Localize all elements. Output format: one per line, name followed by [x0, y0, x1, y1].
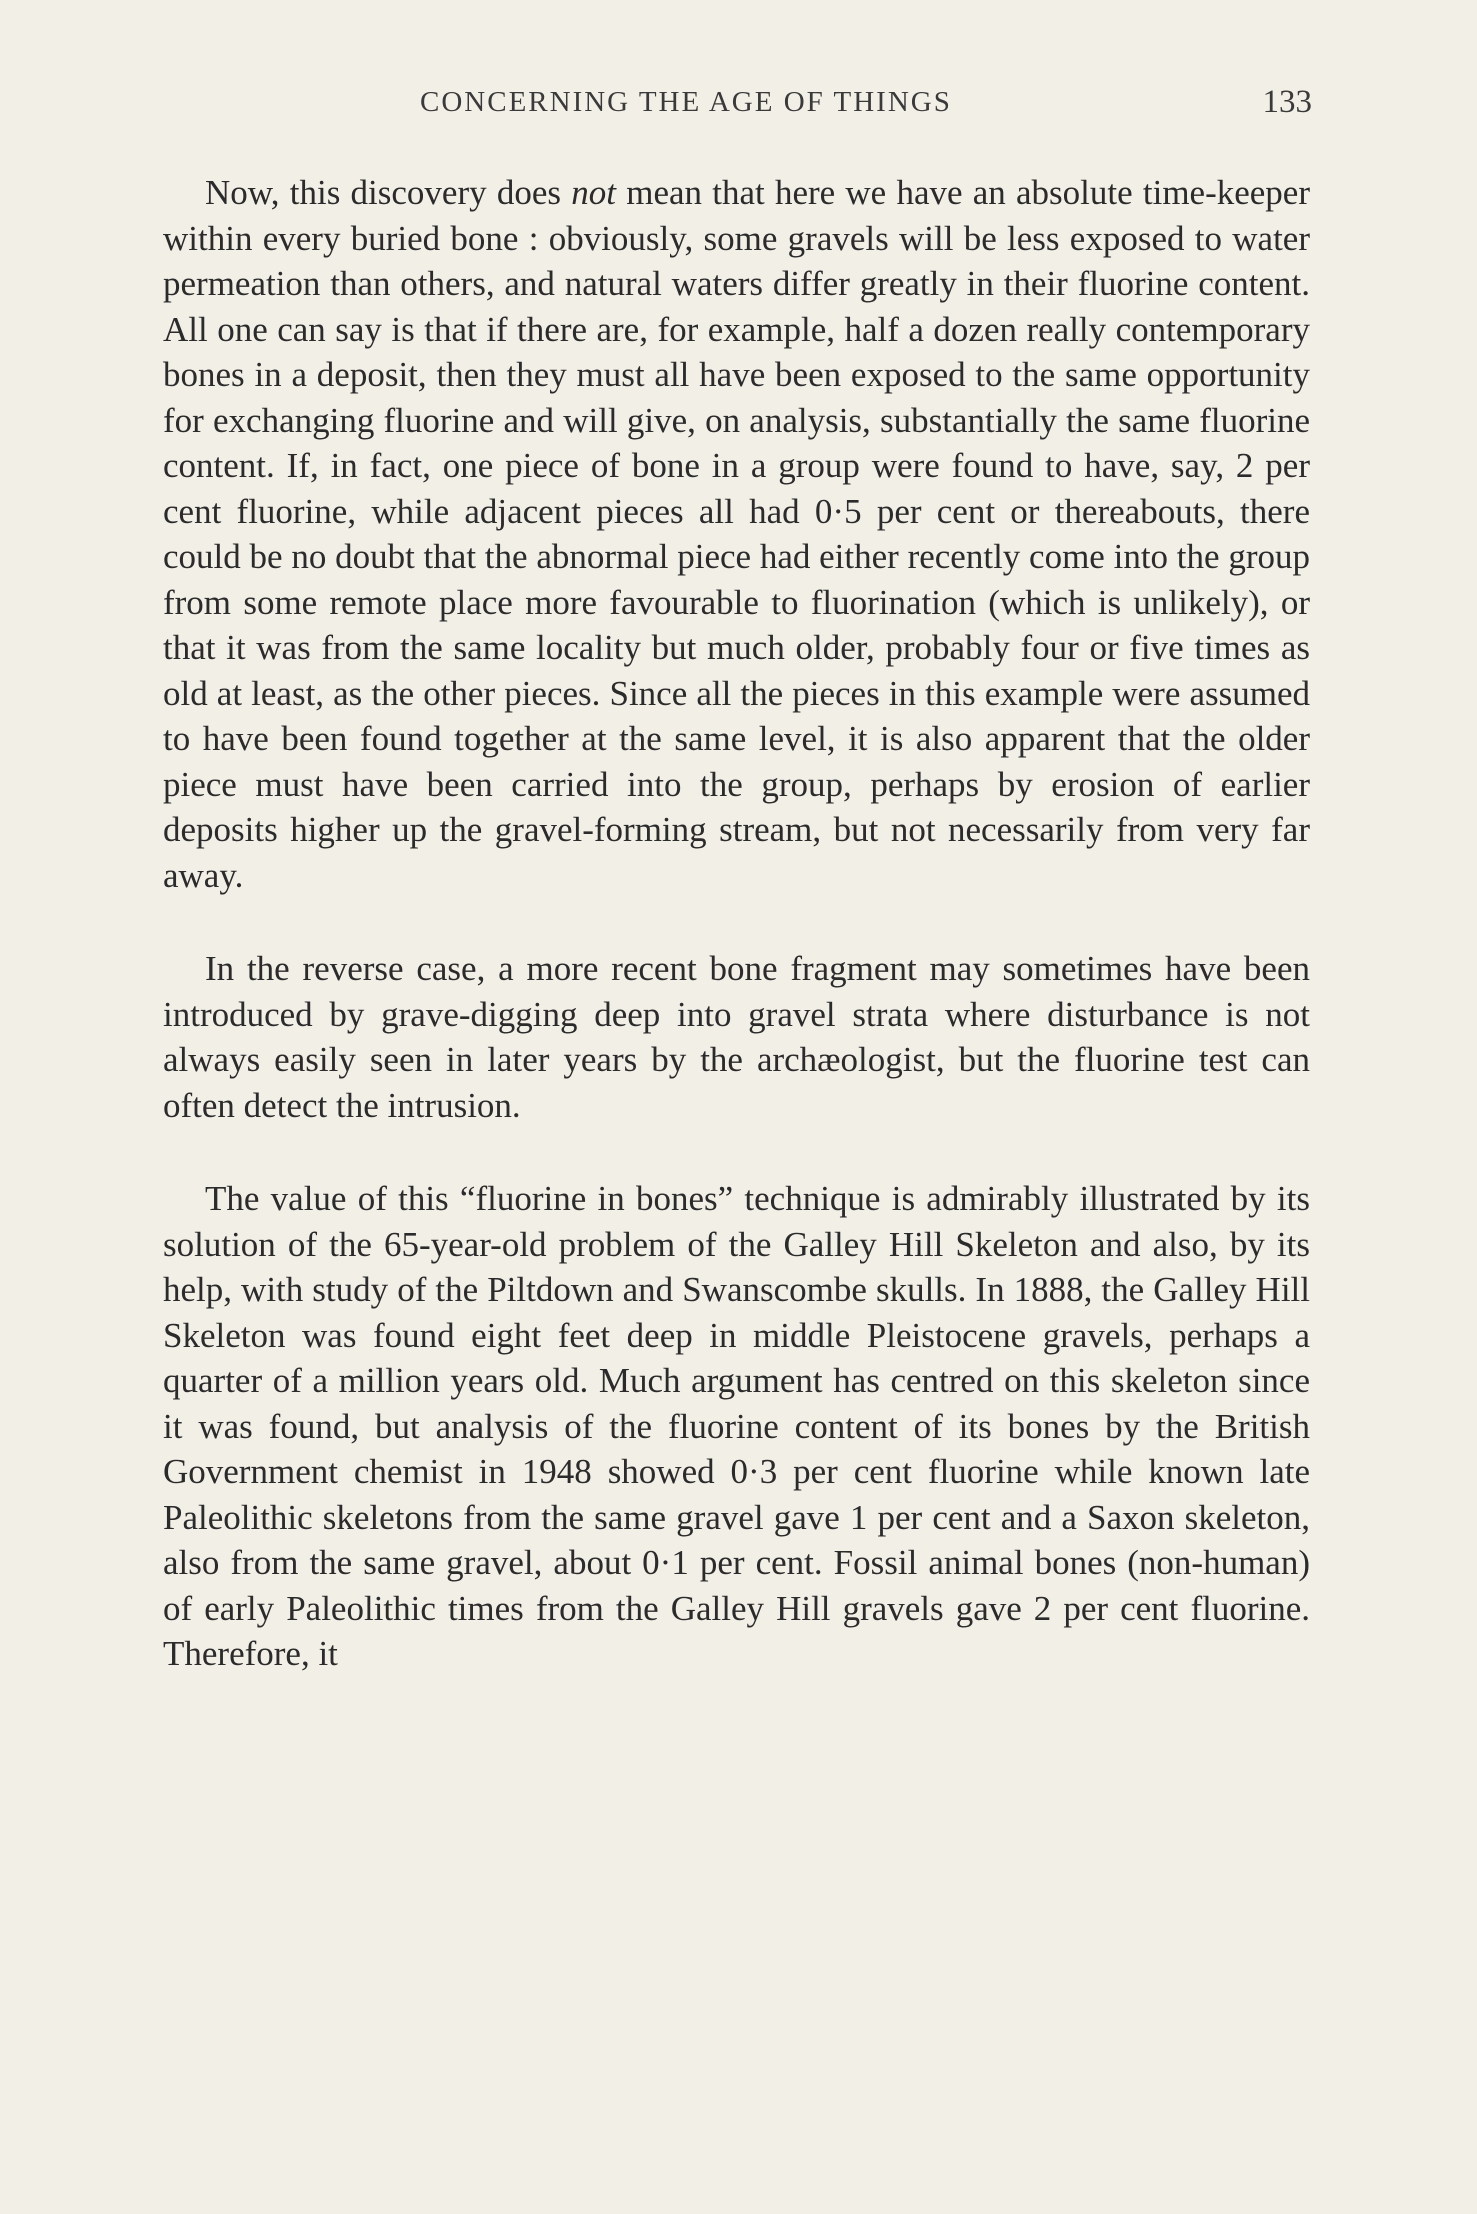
running-head: CONCERNING THE AGE OF THINGS — [420, 86, 952, 118]
page-number: 133 — [1262, 84, 1312, 120]
paragraph-3: The value of this “fluorine in bones” technique is admirably illustrated by its solution of the 65-year-old problem of the Galley Hill Skeleton and also, by its help, with study of the Piltdown and Swanscombe skulls. In 1888, the Galley Hill Skeleton was found eight feet deep in middle Pleistocene gravels, perhaps a quarter of a million years old. Much argument has centred on this skeleton since it was found, but analysis of the fluorine content of its bones by the British Government chemist in 1948 showed 0·3 per cent fluorine while known late Paleolithic skeletons from the same gravel gave 1 per cent and a Saxon skeleton, also from the same gravel, about 0·1 per cent. Fossil animal bones (non-human) of early Paleolithic times from the Galley Hill gravels gave 2 per cent fluorine. Therefore, it — [163, 1179, 1310, 1673]
body-text — [163, 170, 1310, 1677]
paragraph-1 — [163, 170, 1310, 898]
paragraph-1-text-start: Now, this discovery does — [205, 173, 572, 212]
paragraph-1-text-end: mean that here we have an absolute time-keeper within every buried bone : obviously, some gravels will be less exposed to water permeation than others, and natural waters differ greatly in their fluorine content. All one can say is that if there are, for example, half a dozen really contemporary bones in a deposit, then they must all have been exposed to the same opportunity for exchanging fluorine and will give, on analysis, substantially the same fluorine content. If, in fact, one piece of bone in a group were found to have, say, 2 per cent fluorine, while adjacent pieces all had 0·5 per cent or thereabouts, there could be no doubt that the abnormal piece had either recently come into the group from some remote place more favourable to fluorination (which is unlikely), or that it was from the same locality but much older, probably four or five times as old at least, as the other pieces. Since all the pieces in this example were assumed to have been found together at the same level, it is also apparent that the older piece must have been carried into the group, perhaps by erosion of earlier deposits higher up the gravel-forming stream, but not necessarily from very far away. — [163, 173, 1310, 895]
emphasis-not: not — [571, 173, 616, 212]
paragraph-2: In the reverse case, a more recent bone fragment may sometimes have been introduced by grave-digging deep into gravel strata where disturbance is not always easily seen in later years by the archæologist, but the fluorine test can often detect the intrusion. — [163, 949, 1310, 1125]
